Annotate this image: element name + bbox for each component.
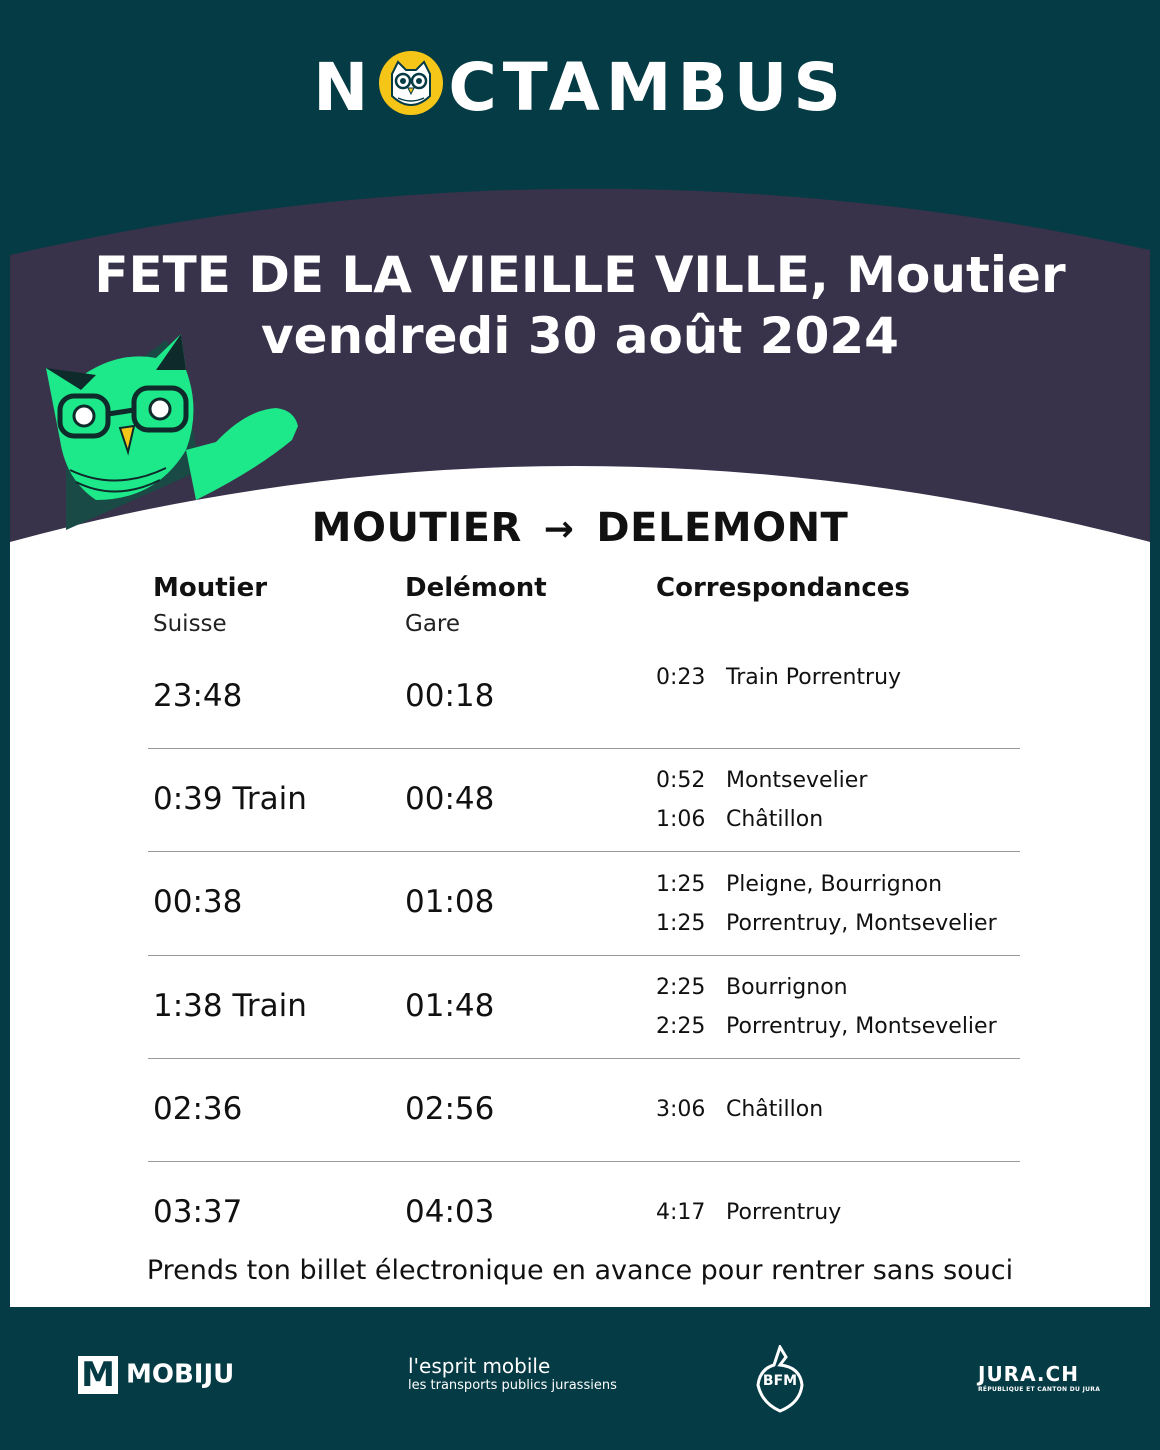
- row-5-connection-1: 3:06 Châtillon: [656, 1097, 824, 1122]
- jura-ch-tagline: RÉPUBLIQUE ET CANTON DU JURA: [978, 1386, 1101, 1393]
- row-1-depart: 23:48: [153, 678, 243, 714]
- row-2-connection-2: 1:06 Châtillon: [656, 807, 824, 832]
- ticket-notice: Prends ton billet électronique en avance pour rentrer sans souci: [146, 1255, 1014, 1286]
- route-heading: [0, 505, 1160, 551]
- row-4-connection-2: 2:25 Porrentruy, Montsevelier: [656, 1014, 997, 1039]
- route-arrow-icon: →: [543, 509, 575, 550]
- row-1-connection-1: 0:23 Train Porrentruy: [656, 665, 902, 690]
- mobiju-name: MOBIJU: [126, 1359, 235, 1390]
- row-6-arrive: 04:03: [405, 1194, 495, 1230]
- row-divider: [148, 1161, 1020, 1162]
- row-6-connection-1: 4:17 Porrentruy: [656, 1200, 842, 1225]
- row-5-arrive: 02:56: [405, 1091, 495, 1127]
- row-4-connection-1: 2:25 Bourrignon: [656, 975, 848, 1000]
- event-title: FETE DE LA VIEILLE VILLE, Moutier: [94, 246, 1066, 304]
- row-2-connection-1: 0:52 Montsevelier: [656, 768, 868, 793]
- row-6-depart: 03:37: [153, 1194, 243, 1230]
- row-3-arrive: 01:08: [405, 884, 495, 920]
- event-date: vendredi 30 août 2024: [261, 307, 899, 365]
- row-3-connection-2: 1:25 Porrentruy, Montsevelier: [656, 911, 997, 936]
- row-2-arrive: 00:48: [405, 781, 495, 817]
- row-5-depart: 02:36: [153, 1091, 243, 1127]
- esprit-mobile-tagline: les transports publics jurassiens: [408, 1378, 617, 1393]
- esprit-mobile-title: l'esprit mobile: [408, 1354, 551, 1378]
- mobiju-m-icon: M: [78, 1356, 118, 1394]
- bfm-logo: [750, 1345, 810, 1415]
- row-divider: [148, 1058, 1020, 1059]
- row-3-connection-1: 1:25 Pleigne, Bourrignon: [656, 872, 943, 897]
- row-4-depart: 1:38 Train: [153, 988, 307, 1024]
- jura-ch-logo: [978, 1362, 1100, 1393]
- col-sub-delemont: Gare: [405, 611, 461, 637]
- logo-suffix: CTAMBUS: [448, 49, 847, 126]
- route-from: MOUTIER: [311, 505, 522, 551]
- esprit-mobile-logo: [408, 1354, 617, 1393]
- row-divider: [148, 748, 1020, 749]
- col-header-moutier: Moutier: [153, 573, 268, 603]
- bfm-label: BFM: [762, 1373, 798, 1389]
- row-4-arrive: 01:48: [405, 988, 495, 1024]
- row-1-arrive: 00:18: [405, 678, 495, 714]
- mobiju-logo: [78, 1356, 234, 1394]
- col-header-correspondances: Correspondances: [656, 573, 910, 603]
- owl-face-icon: [376, 48, 446, 118]
- row-3-depart: 00:38: [153, 884, 243, 920]
- owl-mascot-icon: [36, 330, 316, 530]
- col-header-delemont: Delémont: [405, 573, 547, 603]
- logo-prefix: N: [313, 49, 375, 126]
- col-sub-moutier: Suisse: [153, 611, 227, 637]
- row-divider: [148, 955, 1020, 956]
- row-2-depart: 0:39 Train: [153, 781, 307, 817]
- jura-ch-title: JURA.CH: [978, 1362, 1079, 1386]
- row-divider: [148, 851, 1020, 852]
- route-to: DELEMONT: [596, 505, 849, 551]
- noctambus-logo: [0, 48, 1160, 126]
